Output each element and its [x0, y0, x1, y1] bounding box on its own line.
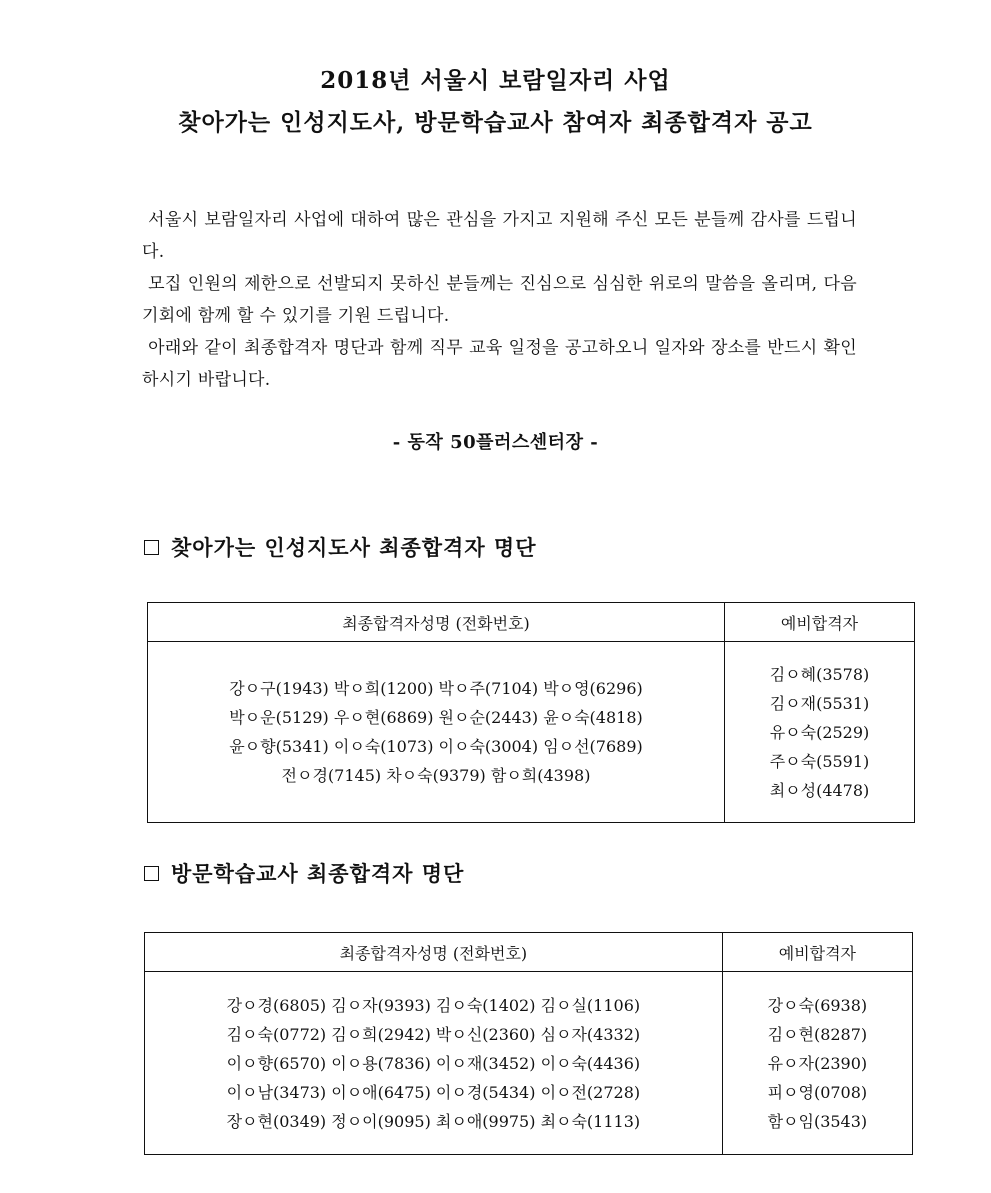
reserve-entry: 유ㅇ자(2390) — [767, 1053, 868, 1073]
table-row — [148, 642, 915, 823]
finalists-line: 박ㅇ운(5129) 우ㅇ현(6869) 원ㅇ순(2443) 윤ㅇ숙(4818) — [229, 708, 643, 727]
finalists-line: 김ㅇ숙(0772) 김ㅇ희(2942) 박ㅇ신(2360) 심ㅇ자(4332) — [226, 1024, 641, 1044]
finalists-cell — [145, 972, 723, 1155]
document-title-line-2: 찾아가는 인성지도사, 방문학습교사 참여자 최종합격자 공고 — [178, 109, 813, 136]
checkbox-square-icon — [144, 866, 159, 881]
column-header-finalists: 최종합격자성명 (전화번호) — [145, 933, 723, 972]
reserve-entry: 피ㅇ영(0708) — [767, 1082, 868, 1102]
section-heading-character-instructor — [144, 532, 537, 562]
intro-paragraph-notice-text: 아래와 같이 최종합격자 명단과 함께 직무 교육 일정을 공고하오니 일자와 장소를 반드시 확인하시기 바랍니다. — [142, 338, 857, 390]
section-heading-text: 방문학습교사 최종합격자 명단 — [171, 861, 465, 886]
finalists-line: 장ㅇ현(0349) 정ㅇ이(9095) 최ㅇ애(9975) 최ㅇ숙(1113) — [226, 1111, 641, 1131]
finalists-line: 강ㅇ경(6805) 김ㅇ자(9393) 김ㅇ숙(1402) 김ㅇ실(1106) — [226, 995, 641, 1015]
issuer-signature: - 동작 50플러스센터장 - — [392, 432, 599, 453]
reserve-entry: 유ㅇ숙(2529) — [769, 722, 870, 742]
reserve-entry: 주ㅇ숙(5591) — [769, 751, 870, 771]
finalists-line: 이ㅇ남(3473) 이ㅇ애(6475) 이ㅇ경(5434) 이ㅇ전(2728) — [226, 1082, 641, 1102]
reserve-entry: 함ㅇ임(3543) — [767, 1111, 868, 1131]
intro-paragraph-consolation-text: 모집 인원의 제한으로 선발되지 못하신 분들께는 진심으로 심심한 위로의 말씀을 올리며, 다음 기회에 함께 할 수 있기를 기원 드립니다. — [142, 274, 857, 326]
finalists-cell — [148, 642, 725, 823]
intro-paragraph-thanks-text: 서울시 보람일자리 사업에 대하여 많은 관심을 가지고 지원해 주신 모든 분들께 감사를 드립니다. — [142, 210, 857, 262]
character-instructor-finalists-table — [147, 602, 915, 823]
finalists-line: 이ㅇ향(6570) 이ㅇ용(7836) 이ㅇ재(3452) 이ㅇ숙(4436) — [226, 1053, 641, 1073]
finalists-line: 윤ㅇ향(5341) 이ㅇ숙(1073) 이ㅇ숙(3004) 임ㅇ선(7689) — [229, 737, 643, 756]
finalists-line: 강ㅇ구(1943) 박ㅇ희(1200) 박ㅇ주(7104) 박ㅇ영(6296) — [229, 679, 643, 698]
intro-paragraph-consolation — [142, 268, 857, 332]
reserve-entry: 김ㅇ혜(3578) — [769, 664, 870, 684]
section-heading-visiting-tutor — [144, 858, 464, 888]
table-header-row — [145, 933, 913, 972]
reserve-entry: 최ㅇ성(4478) — [769, 780, 870, 800]
reserve-entry: 강ㅇ숙(6938) — [767, 995, 868, 1015]
section-heading-text: 찾아가는 인성지도사 최종합격자 명단 — [171, 535, 537, 560]
reserve-entry: 김ㅇ현(8287) — [767, 1024, 868, 1044]
reserves-cell — [725, 642, 915, 823]
reserves-cell — [722, 972, 912, 1155]
column-header-reserves: 예비합격자 — [722, 933, 912, 972]
intro-paragraph-notice — [142, 332, 857, 396]
reserve-entry: 김ㅇ재(5531) — [769, 693, 870, 713]
table-row — [145, 972, 913, 1155]
column-header-reserves: 예비합격자 — [725, 603, 915, 642]
table-header-row — [148, 603, 915, 642]
intro-paragraph-thanks — [142, 204, 857, 268]
document-title-line-1: 2018년 서울시 보람일자리 사업 — [320, 67, 671, 94]
checkbox-square-icon — [144, 540, 159, 555]
column-header-finalists: 최종합격자성명 (전화번호) — [148, 603, 725, 642]
finalists-line: 전ㅇ경(7145) 차ㅇ숙(9379) 함ㅇ희(4398) — [281, 766, 591, 785]
visiting-tutor-finalists-table — [144, 932, 913, 1155]
